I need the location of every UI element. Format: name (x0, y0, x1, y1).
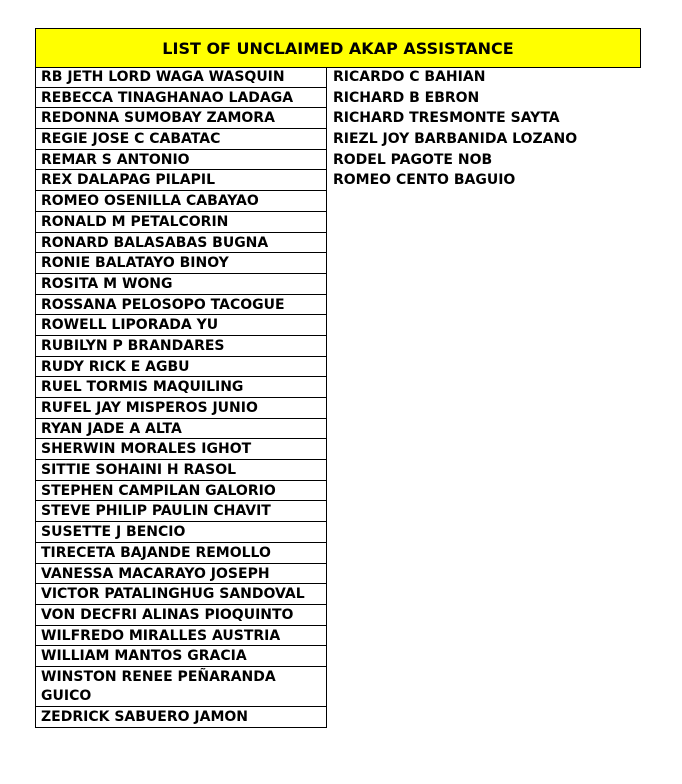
list-item: RUDY RICK E AGBU (36, 357, 326, 378)
list-item: ZEDRICK SABUERO JAMON (36, 707, 326, 728)
list-item: REX DALAPAG PILAPIL (36, 170, 326, 191)
list-item: REGIE JOSE C CABATAC (36, 129, 326, 150)
list-item: RB JETH LORD WAGA WASQUIN (36, 67, 326, 88)
list-item: RUFEL JAY MISPEROS JUNIO (36, 398, 326, 419)
list-item: ROSITA M WONG (36, 274, 326, 295)
list-item: VANESSA MACARAYO JOSEPH (36, 564, 326, 585)
list-item: STEPHEN CAMPILAN GALORIO (36, 481, 326, 502)
list-item: TIRECETA BAJANDE REMOLLO (36, 543, 326, 564)
list-item: WILLIAM MANTOS GRACIA (36, 646, 326, 667)
list-item: SUSETTE J BENCIO (36, 522, 326, 543)
list-item: SHERWIN MORALES IGHOT (36, 439, 326, 460)
left-name-column (35, 67, 327, 728)
list-item: ROSSANA PELOSOPO TACOGUE (36, 295, 326, 316)
list-item: RUEL TORMIS MAQUILING (36, 377, 326, 398)
list-item: RONALD M PETALCORIN (36, 212, 326, 233)
list-item: ROWELL LIPORADA YU (36, 315, 326, 336)
list-item: WINSTON RENEE PEÑARANDA GUICO (36, 667, 326, 707)
list-item: REMAR S ANTONIO (36, 150, 326, 171)
list-item: REBECCA TINAGHANAO LADAGA (36, 88, 326, 109)
list-item: RONARD BALASABAS BUGNA (36, 233, 326, 254)
list-item: ROMEO OSENILLA CABAYAO (36, 191, 326, 212)
list-item: REDONNA SUMOBAY ZAMORA (36, 108, 326, 129)
list-item: RICARDO C BAHIAN (333, 69, 486, 85)
list-item: RONIE BALATAYO BINOY (36, 253, 326, 274)
list-item: VON DECFRI ALINAS PIOQUINTO (36, 605, 326, 626)
list-item: WILFREDO MIRALLES AUSTRIA (36, 626, 326, 647)
list-item: VICTOR PATALINGHUG SANDOVAL (36, 584, 326, 605)
list-item: RYAN JADE A ALTA (36, 419, 326, 440)
right-name-column (328, 67, 641, 191)
list-title: LIST OF UNCLAIMED AKAP ASSISTANCE (35, 28, 641, 68)
list-item: SITTIE SOHAINI H RASOL (36, 460, 326, 481)
list-item: RICHARD B EBRON (333, 89, 480, 106)
list-item: STEVE PHILIP PAULIN CHAVIT (36, 501, 326, 522)
list-item: RIEZL JOY BARBANIDA LOZANO (333, 131, 578, 148)
list-item: ROMEO CENTO BAGUIO (333, 172, 516, 189)
list-item: RUBILYN P BRANDARES (36, 336, 326, 357)
list-item: RICHARD TRESMONTE SAYTA (333, 110, 560, 127)
list-item: RODEL PAGOTE NOB (333, 151, 493, 168)
